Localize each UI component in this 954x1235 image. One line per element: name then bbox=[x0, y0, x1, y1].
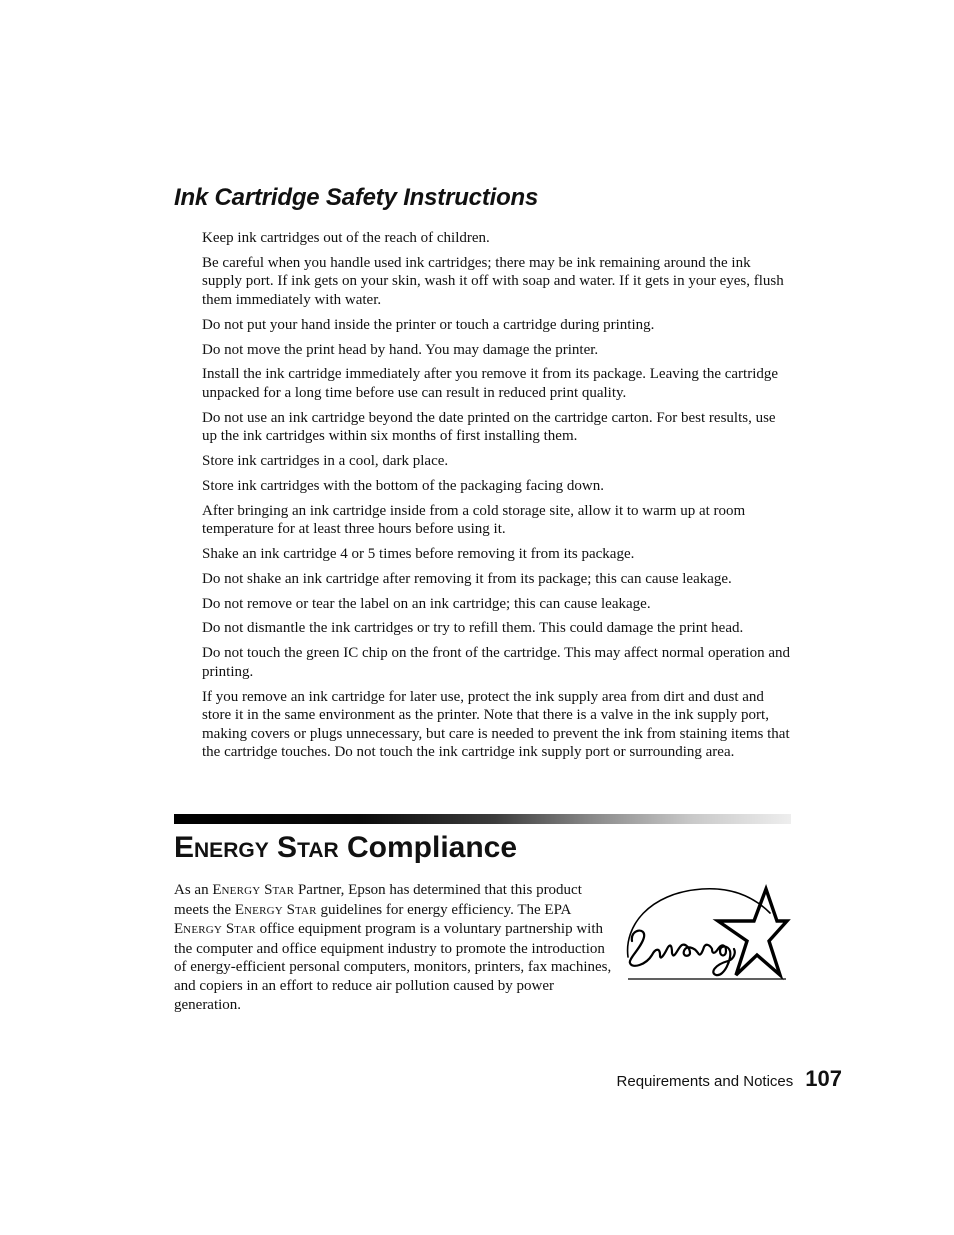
energy-star-logo-icon bbox=[620, 883, 792, 983]
brand-text: S bbox=[264, 882, 273, 898]
instruction-item: Shake an ink cartridge 4 or 5 times before removing it from its package. bbox=[202, 546, 635, 562]
instruction-item: Store ink cartridges in a cool, dark place. bbox=[202, 453, 449, 470]
section-title-energy-star bbox=[174, 828, 517, 871]
body-text: guidelines for energy efficiency. The EPA bbox=[316, 901, 571, 918]
instruction-item: Do not move the print head by hand. You may damage the printer. bbox=[202, 341, 599, 358]
title-compliance: Compliance bbox=[347, 831, 518, 864]
brand-text: TAR bbox=[272, 885, 295, 897]
page-footer bbox=[617, 1066, 842, 1092]
title-s-cap: S bbox=[277, 831, 298, 864]
brand-text: NERGY bbox=[183, 924, 223, 937]
brand-text: S bbox=[286, 901, 295, 918]
brand-text: E bbox=[212, 882, 222, 898]
energy-star-paragraph bbox=[174, 881, 614, 1014]
footer-section-label: Requirements and Notices bbox=[616, 1073, 794, 1090]
brand-text: E bbox=[234, 901, 244, 918]
brand-text: S bbox=[225, 921, 235, 938]
instruction-item: Do not shake an ink cartridge after removing it from its package; this can cause leakage. bbox=[202, 570, 732, 587]
instruction-item: Store ink cartridges with the bottom of the packaging facing down. bbox=[202, 477, 604, 494]
brand-text: E bbox=[174, 921, 184, 938]
instruction-item: Do not dismantle the ink cartridges or try to refill them. This could damage the print head. bbox=[202, 620, 744, 637]
body-text: As an bbox=[174, 882, 213, 898]
instruction-item: Keep ink cartridges out of the reach of children. bbox=[202, 230, 490, 246]
brand-text: TAR bbox=[234, 924, 256, 937]
title-s-rest: TAR bbox=[297, 839, 339, 862]
title-e-cap: E bbox=[174, 831, 195, 864]
title-e-rest: NERGY bbox=[194, 839, 269, 862]
instruction-item: Do not put your hand inside the printer or touch a cartridge during printing. bbox=[202, 316, 655, 333]
instruction-item: Install the ink cartridge immediately after you remove it from its package. Leaving the cartridge unpacked for a long time before use can result in reduced print quality. bbox=[202, 366, 779, 401]
instruction-item: After bringing an ink cartridge inside from a cold storage site, allow it to warm up at room temperature for at least three hours before using it. bbox=[202, 502, 746, 538]
body-text: Partner, Epson has determined that this product meets the bbox=[174, 882, 582, 918]
instruction-item: Do not use an ink cartridge beyond the date printed on the cartridge carton. For best results, use up the ink cartridges within six months of first installing them. bbox=[202, 409, 776, 445]
brand-text: TAR bbox=[294, 904, 317, 917]
section-title-ink-safety: Ink Cartridge Safety Instructions bbox=[174, 184, 539, 211]
brand-text: NERGY bbox=[244, 904, 283, 917]
instruction-item: If you remove an ink cartridge for later use, protect the ink supply area from dirt and dust and store it in the same environment as the printer. Note that there is a valve in the ink supply port, making covers or plugs unnecessary, but care is needed to prevent the ink from staining items that the cartridge touches. Do not touch the ink cartridge ink supply port or surrounding area. bbox=[202, 688, 790, 761]
instruction-item: Do not remove or tear the label on an ink cartridge; this can cause leakage. bbox=[202, 595, 651, 612]
page-number: 107 bbox=[805, 1066, 842, 1091]
body-text: office equipment program is a voluntary partnership with the computer and office equipment industry to promote the introduction of energy-efficient personal computers, monitors, printers, fax machines, and copiers in an effort to reduce air pollution caused by power generation. bbox=[174, 921, 612, 1013]
instruction-item: Be careful when you handle used ink cartridges; there may be ink remaining around the ink supply port. If ink gets on your skin, wash it off with soap and water. If it gets in your eyes, flush them immediately with water. bbox=[202, 254, 784, 308]
brand-text: NERGY bbox=[221, 885, 261, 897]
safety-instructions-list bbox=[202, 229, 794, 768]
section-divider-bar bbox=[174, 814, 791, 824]
instruction-item: Do not touch the green IC chip on the front of the cartridge. This may affect normal operation and printing. bbox=[202, 645, 791, 680]
